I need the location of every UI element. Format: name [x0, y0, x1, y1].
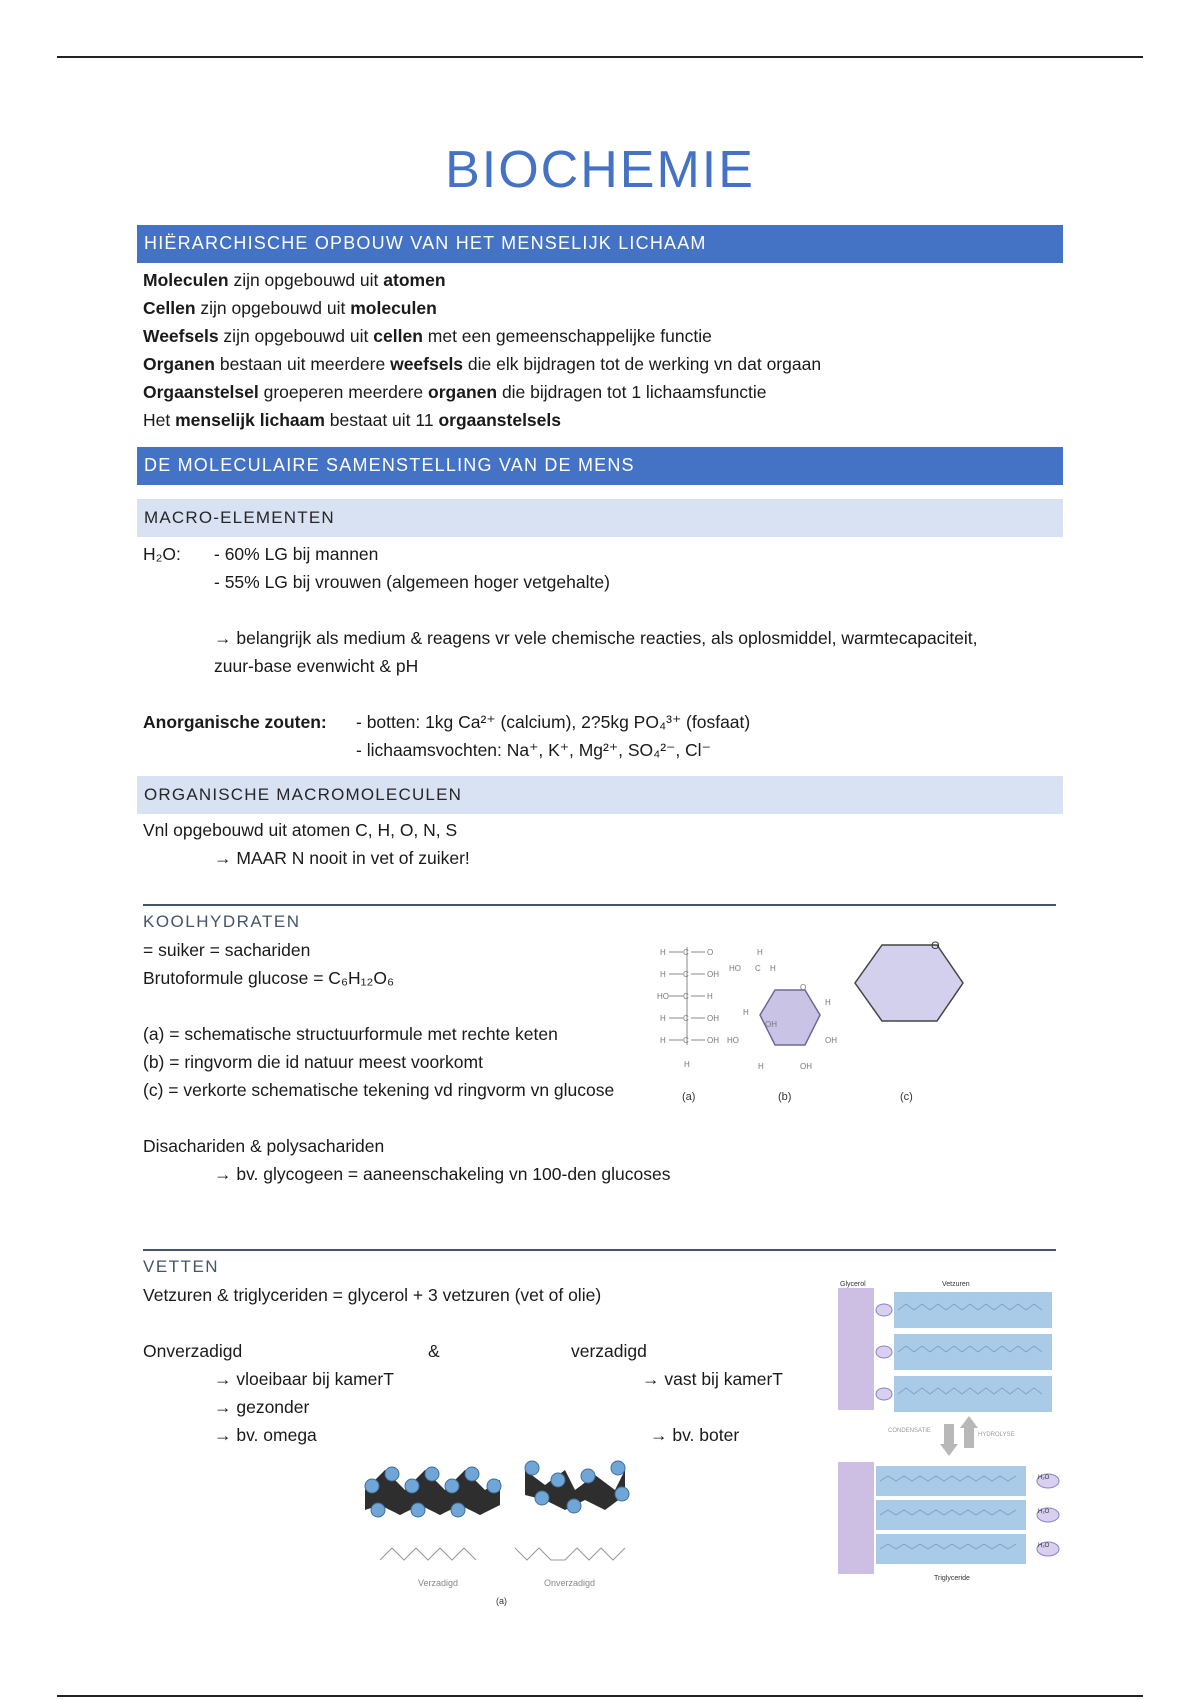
- svg-text:C: C: [755, 964, 761, 973]
- unsaturated-label: Onverzadigd: [143, 1341, 243, 1361]
- glucose-fig-label-a: (a): [682, 1091, 696, 1103]
- carbs-heading: KOOLHYDRATEN: [143, 912, 301, 931]
- carbs-line-2: Brutoformule glucose = C₆H₁₂O₆: [143, 968, 395, 988]
- svg-text:H: H: [825, 998, 831, 1007]
- svg-text:HO: HO: [657, 992, 669, 1001]
- svg-text:HO: HO: [729, 964, 741, 973]
- svg-text:H: H: [758, 1062, 764, 1071]
- svg-text:O: O: [707, 948, 714, 957]
- svg-text:H: H: [660, 970, 666, 979]
- fatty-acid-models-figure: [360, 1450, 640, 1600]
- svg-text:H: H: [743, 1008, 749, 1017]
- fats-rule: [143, 1249, 1056, 1251]
- unsat-point-3: → bv. omega: [214, 1425, 317, 1445]
- svg-text:C: C: [683, 970, 689, 979]
- h2o-arrow-line-1: → belangrijk als medium & reagens vr vele chemische reacties, als oplosmiddel, warmtecapaciteit,: [214, 628, 978, 648]
- h2o-arrow-line-2: zuur-base evenwicht & pH: [214, 656, 419, 676]
- ampersand: &: [428, 1341, 440, 1361]
- fats-heading: VETTEN: [143, 1257, 220, 1276]
- carbs-line-6: Disachariden & polysachariden: [143, 1136, 385, 1156]
- svg-text:H: H: [660, 948, 666, 957]
- svg-text:OH: OH: [707, 970, 719, 979]
- glucose-fig-label-c: (c): [900, 1091, 913, 1103]
- svg-text:H: H: [660, 1014, 666, 1023]
- svg-text:OH: OH: [765, 1020, 777, 1029]
- carbs-line-3: (a) = schematische structuurformule met rechte keten: [143, 1024, 558, 1044]
- h2o-item-men: - 60% LG bij mannen: [214, 544, 379, 564]
- hierarchy-line: Organen bestaan uit meerdere weefsels die elk bijdragen tot de werking vn dat orgaan: [143, 354, 822, 374]
- unsaturated-fig-label: Onverzadigd: [544, 1578, 596, 1588]
- svg-text:OH: OH: [707, 1036, 719, 1045]
- saturated-label: verzadigd: [571, 1341, 647, 1361]
- svg-text:OH: OH: [707, 1014, 719, 1023]
- hierarchy-line: Cellen zijn opgebouwd uit moleculen: [143, 298, 437, 318]
- water-label-2: H₂O: [1038, 1509, 1050, 1515]
- sat-point-1: → vast bij kamerT: [642, 1369, 783, 1389]
- svg-text:O: O: [800, 983, 807, 992]
- svg-text:H: H: [707, 992, 713, 1001]
- organic-line-2: → MAAR N nooit in vet of zuiker!: [214, 848, 470, 868]
- hierarchy-last-line: Het menselijk lichaam bestaat uit 11 orgaanstelsels: [143, 410, 561, 430]
- h2o-label: H₂O:: [143, 544, 181, 564]
- page-title: BIOCHEMIE: [445, 141, 755, 199]
- top-rule: [57, 56, 1143, 58]
- svg-text:OH: OH: [825, 1036, 837, 1045]
- carbs-line-5: (c) = verkorte schematische tekening vd ringvorm vn glucose: [143, 1080, 615, 1100]
- hierarchy-line: Orgaanstelsel groeperen meerdere organen die bijdragen tot 1 lichaamsfunctie: [143, 382, 767, 402]
- hydrolysis-label: HYDROLYSE: [978, 1432, 1015, 1438]
- carbs-rule: [143, 904, 1056, 906]
- svg-text:H: H: [660, 1036, 666, 1045]
- fats-fig-label-a: (a): [496, 1596, 507, 1606]
- ring-oxygen-label: O: [931, 940, 940, 952]
- water-label-3: H₂O: [1038, 1543, 1050, 1549]
- glucose-structure-figure: [655, 935, 975, 1105]
- triglyceride-label: Triglyceride: [934, 1575, 970, 1582]
- unsat-point-1: → vloeibaar bij kamerT: [214, 1369, 394, 1389]
- glycerol-label: Glycerol: [840, 1281, 866, 1288]
- organic-line-1: Vnl opgebouwd uit atomen C, H, O, N, S: [143, 820, 458, 840]
- fatty-acids-label: Vetzuren: [942, 1281, 970, 1288]
- bottom-rule: [57, 1695, 1143, 1697]
- salts-fluids: - lichaamsvochten: Na⁺, K⁺, Mg²⁺, SO₄²⁻, Cl⁻: [356, 740, 711, 760]
- glucose-fig-label-b: (b): [778, 1091, 792, 1103]
- carbs-line-1: = suiker = sachariden: [143, 940, 311, 960]
- carbs-line-7: → bv. glycogeen = aaneenschakeling vn 100-den glucoses: [214, 1164, 671, 1184]
- section-heading-hierarchy: HIËRARCHISCHE OPBOUW VAN HET MENSELIJK LICHAAM: [137, 225, 1063, 263]
- svg-text:H: H: [684, 1060, 690, 1069]
- subsection-heading-macro: MACRO-ELEMENTEN: [137, 499, 1063, 537]
- svg-text:H: H: [770, 964, 776, 973]
- h2o-item-women: - 55% LG bij vrouwen (algemeen hoger vetgehalte): [214, 572, 610, 592]
- svg-text:C: C: [683, 1014, 689, 1023]
- svg-text:H: H: [757, 948, 763, 957]
- subsection-heading-organic: ORGANISCHE MACROMOLECULEN: [137, 776, 1063, 814]
- condensation-label: CONDENSATIE: [888, 1428, 931, 1434]
- triglyceride-figure: [836, 1278, 1066, 1583]
- water-label-1: H₂O: [1038, 1475, 1050, 1481]
- svg-text:C: C: [683, 948, 689, 957]
- fats-line-1: Vetzuren & triglyceriden = glycerol + 3 vetzuren (vet of olie): [143, 1285, 602, 1305]
- svg-text:C: C: [683, 992, 689, 1001]
- salts-bones: - botten: 1kg Ca²⁺ (calcium), 2?5kg PO₄³⁺ (fosfaat): [356, 712, 751, 732]
- section-heading-molecular: DE MOLECULAIRE SAMENSTELLING VAN DE MENS: [137, 447, 1063, 485]
- svg-text:C: C: [683, 1036, 689, 1045]
- carbs-line-4: (b) = ringvorm die id natuur meest voorkomt: [143, 1052, 483, 1072]
- hierarchy-line: Weefsels zijn opgebouwd uit cellen met een gemeenschappelijke functie: [143, 326, 712, 346]
- saturated-fig-label: Verzadigd: [418, 1578, 459, 1588]
- hierarchy-line: Moleculen zijn opgebouwd uit atomen: [143, 270, 446, 290]
- sat-point-2: → bv. boter: [650, 1425, 740, 1445]
- salts-label: Anorganische zouten:: [143, 712, 327, 732]
- svg-text:HO: HO: [727, 1036, 739, 1045]
- unsat-point-2: → gezonder: [214, 1397, 310, 1417]
- svg-text:OH: OH: [800, 1062, 812, 1071]
